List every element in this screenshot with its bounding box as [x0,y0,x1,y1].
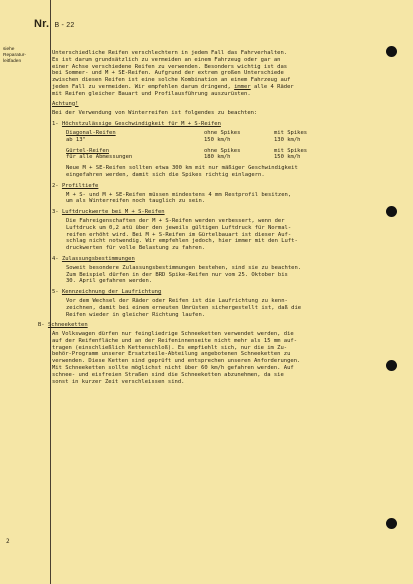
section-body [38,331,380,385]
section-title [52,209,380,216]
table-row [66,130,380,137]
speed-table [52,130,380,179]
text-line: zeichnen, damit bei einem erneuten Umrüsten sichergestellt ist, daß die [66,304,302,311]
section-title-text: Höchstzulässige Geschwindigkeit für M + S-Reifen [61,121,221,128]
section-speed [52,121,380,179]
section-number: 2- [52,182,59,189]
section-title [38,322,380,329]
diag-ohne-value: 150 km/h [204,136,231,143]
text-line: verwenden. Diese Ketten sind geprüft und entsprechen unseren Anforderungen. [52,358,301,365]
sidebar-note-line: siehe [3,47,15,52]
table-row [66,148,380,155]
diag-sub: ab 13" [66,136,86,143]
text-line: tragen (einschließlich Kettenschloß). Es empfiehlt sich, nur die im Zu- [52,344,288,351]
diag-mit-value: 130 km/h [274,136,301,143]
section-profile [52,183,380,205]
diag-label: Diagonal-Reifen [66,129,116,136]
text-line [52,84,380,91]
col-mit: mit Spikes [274,147,308,154]
punch-hole-icon [386,206,397,217]
text-line: um als Winterreifen noch tauglich zu sein. [66,198,206,205]
text-line: M + S- und M + SE-Reifen müssen mindestens 4 mm Restprofil besitzen, [66,191,292,198]
sidebar-note-line: Reparatur- [3,53,26,58]
section-number: 4- [52,255,59,262]
section-title [52,289,380,296]
sidebar-note-line: leitfaden [3,59,22,64]
document-number [34,18,74,30]
section-body [52,265,380,285]
text-line: eingefahren werden, damit sich die Spikes richtig einlagern. [66,171,265,178]
text-line: Vor dem Wechsel der Räder oder Reifen ist die Laufrichtung zu kenn- [66,297,288,304]
nr-label: Nr. [34,18,50,30]
section-title-text: Zulassungsbestimmungen [61,255,135,262]
section-regulations [52,256,380,285]
col-ohne: ohne Spikes [204,147,241,154]
punch-hole-icon [386,360,397,371]
text-line: Soweit besondere Zulassungsbestimmungen bestehen, sind sie zu beachten. [66,264,302,271]
text-line: Reifen wieder in gleicher Richtung laufen. [66,311,206,318]
section-title [52,183,380,190]
sidebar-margin [0,0,51,584]
text-fragment: alle 4 Räder [250,83,294,90]
section-direction [52,289,380,318]
section-number: 5- [52,289,59,296]
text-line: mit Reifen gleicher Bauart und Profilausführung auszurüsten. [52,90,251,97]
section-title [52,256,380,263]
text-line: druckwerten für volle Belastung zu fahren. [66,245,206,252]
text-line: Mit Schneeketten sollte möglichst nicht über 60 km/h gefahren werden. Auf [52,365,294,372]
section-body [52,192,380,206]
text-line: Zum Beispiel dürfen in der BRD Spike-Reifen nur vom 25. Oktober bis [66,271,288,278]
guertel-label: Gürtel-Reifen [66,147,110,154]
section-body [52,298,380,318]
text-line: Neue M + SE-Reifen sollten etwa 300 km mit nur mäßiger Geschwindigkeit [66,165,298,172]
text-line: Unterschiedliche Reifen verschlechtern in jedem Fall das Fahrverhalten. [52,50,288,56]
section-number: B- [38,322,45,329]
guertel-mit-value: 150 km/h [274,154,301,161]
text-line: behör-Programm unserer Ersatzteile-Abteilung angebotenen Schneeketten zu [52,351,291,358]
text-line: schlag nicht notwendig. Wir empfehlen jedoch, hier immer mit den Luft- [66,238,298,245]
text-line: auf der Reifenfläche und an der Reifeninnenseite nicht mehr als 15 mm auf- [52,337,298,344]
text-line: An Volkswagen dürfen nur feingliedrige Schneeketten verwendet werden, die [52,331,294,338]
section-title-text: Kennzeichnung der Laufrichtung [61,289,162,296]
section-title-text: Profiltiefe [61,182,99,189]
achtung-label: Achtung! [52,100,79,107]
table-row [66,137,380,144]
sidebar-note [3,47,47,65]
section-number: 1- [52,121,59,128]
achtung-heading [52,101,380,108]
punch-hole-icon [386,46,397,57]
text-line: Es ist darum grundsätzlich zu vermeiden an einem Fahrzeug oder gar an [52,56,281,63]
text-line: zwischen diesen Reifen ist eine solche Kombination an einem Fahrzeug auf [52,77,291,84]
section-snow-chains [38,322,380,385]
nr-number: B - 22 [54,22,75,29]
winter-intro: Bei der Verwendung von Winterreifen ist folgendes zu beachten: [52,110,258,117]
text-line: 30. April gefahren werden. [66,278,153,285]
text-line: reifen erhöht wird. Bei M + S-Reifen im Gürtelbauart ist dieser Auf- [66,231,292,238]
col-ohne: ohne Spikes [204,129,241,136]
text-line: sonst in kurzer Zeit verschleissen sind. [52,378,185,385]
text-line: Luftdruck um 0,2 atü über den jeweils gültigen Luftdruck für Normal- [66,224,292,231]
guertel-sub: für alle Abmessungen [66,154,133,161]
guertel-ohne-value: 180 km/h [204,154,231,161]
text-line: einer Achse verschiedene Reifen zu verwenden. Besonders wichtig ist das [52,63,288,70]
text-line: schnee- und eisfreien Straßen sind die Schneeketten abzunehmen, da sie [52,371,284,378]
text-line: Die Fahreigenschaften der M + S-Reifen werden verbessert, wenn der [66,217,285,224]
emphasis-immer: immer [234,83,251,90]
section-title [52,121,380,128]
section-body [52,218,380,252]
text-fragment: jeden Fall zu vermeiden. Wir empfehlen darum dringend, [52,83,235,90]
section-title-text: Luftdruckwerte bei M + S-Reifen [61,209,165,216]
section-number: 3- [52,209,59,216]
intro-paragraph [52,50,380,98]
col-mit: mit Spikes [274,129,308,136]
table-row [66,154,380,161]
section-title-text: Schneeketten [47,322,88,329]
text-line: bei Sommer- und M + SE-Reifen. Aufgrund der extrem großen Unterschiede [52,70,284,77]
document-body [38,50,380,385]
page-number: 2 [6,538,10,545]
punch-hole-icon [386,518,397,529]
section-pressure [52,209,380,252]
